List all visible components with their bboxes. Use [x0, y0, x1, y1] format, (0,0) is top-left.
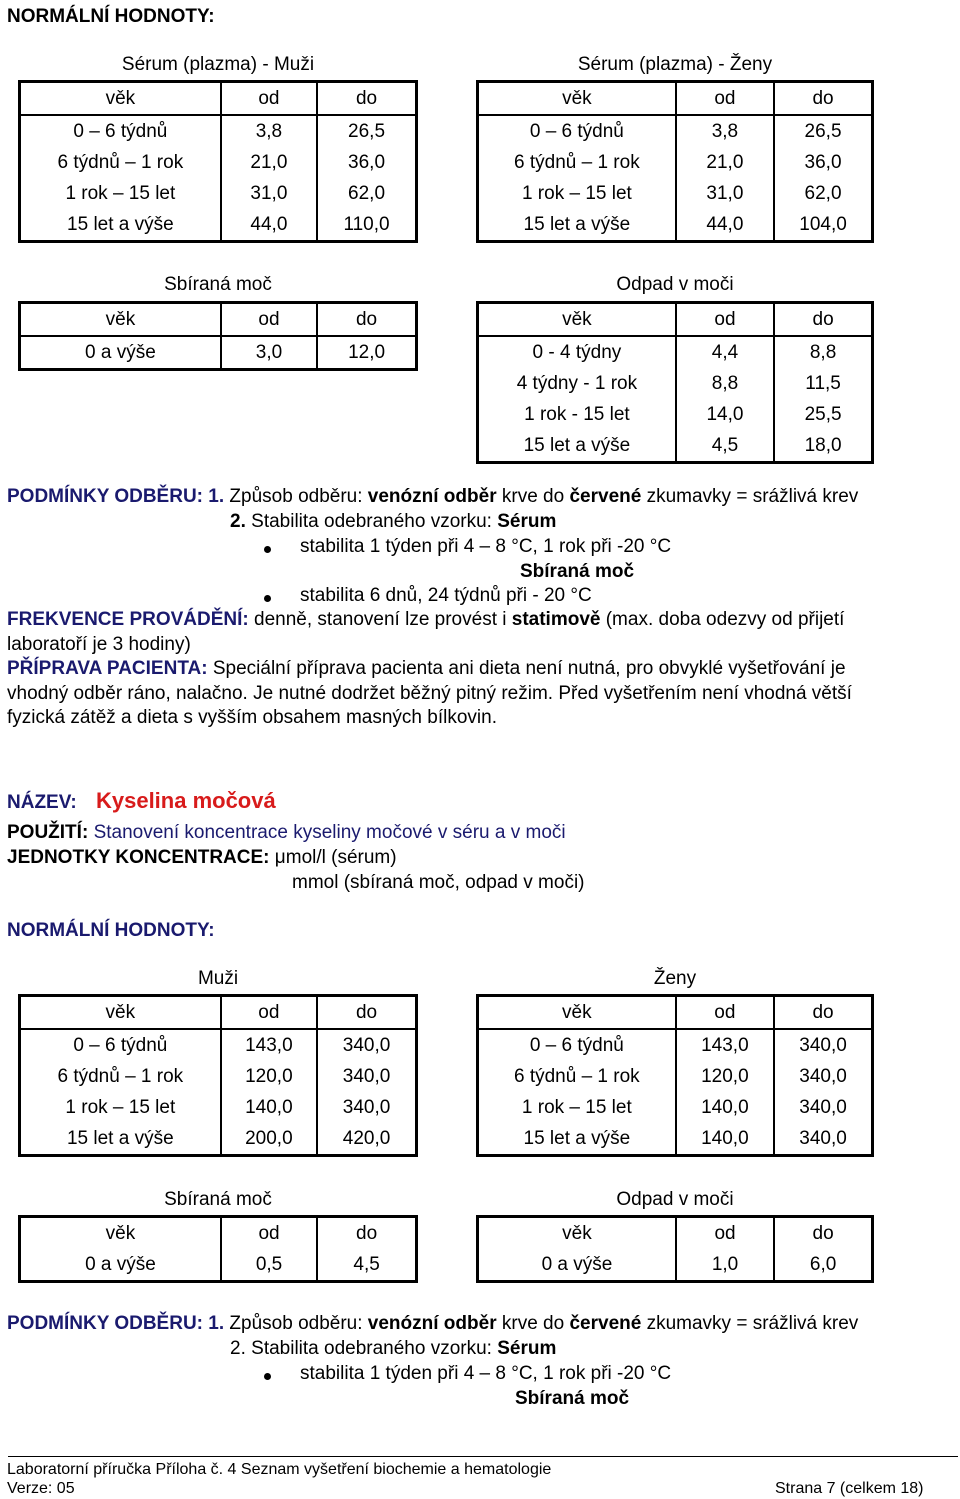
from-cell: od: [676, 1217, 774, 1250]
waste-caption-2: Odpad v moči: [616, 1189, 734, 1210]
from-cell: 3,0: [221, 336, 317, 370]
to-cell: 26,5: [804, 120, 842, 142]
age-cell: věk: [478, 303, 676, 337]
to-cell: do: [812, 1222, 834, 1244]
urine-table: [18, 301, 418, 371]
table-row: [478, 209, 873, 242]
from-cell: 140,0: [221, 1092, 317, 1123]
table-row: [20, 147, 417, 178]
conditions-line-1b: PODMÍNKY ODBĚRU: 1. Způsob odběru: venózní odběr krve do červené zkumavky = srážlivá krev: [7, 1313, 859, 1334]
table-row: [20, 1249, 417, 1282]
preparation-line-3: fyzická zátěž a dieta s vyšším obsahem masných bílkovin.: [7, 707, 497, 728]
table-header-row: [478, 1217, 873, 1250]
stability-urine-heading: Sbíraná moč: [520, 561, 635, 582]
bullet-icon: [264, 546, 271, 553]
urine-caption: Sbíraná moč: [164, 274, 272, 295]
table-row: [20, 1029, 417, 1061]
table-row: [478, 1123, 873, 1156]
serum-men-table: [18, 80, 418, 243]
waste-table-2: [476, 1215, 874, 1283]
waste-caption: Odpad v moči: [616, 274, 734, 295]
age-cell: 1 rok – 15 let: [20, 1092, 221, 1123]
from-cell: 21,0: [221, 147, 317, 178]
age-cell: 0 a výše: [20, 336, 221, 370]
men-table: [18, 994, 418, 1157]
age-cell: 15 let a výše: [20, 1123, 221, 1156]
to-cell: 12,0: [348, 341, 386, 363]
bullet-icon: [264, 1373, 271, 1380]
to-cell: 62,0: [348, 182, 386, 204]
units-line: JEDNOTKY KONCENTRACE: μmol/l (sérum): [7, 847, 397, 868]
from-cell: 140,0: [676, 1092, 774, 1123]
bullet-icon: [264, 595, 271, 602]
table-row: [478, 336, 873, 368]
preparation-label: PŘÍPRAVA PACIENTA:: [7, 658, 208, 679]
women-caption: Ženy: [653, 968, 697, 989]
to-cell: 340,0: [342, 1034, 391, 1056]
age-cell: 0 - 4 týdny: [478, 336, 676, 368]
age-cell: 1 rok – 15 let: [478, 178, 676, 209]
table-row: [20, 1123, 417, 1156]
age-cell: věk: [20, 303, 221, 337]
age-cell: 6 týdnů – 1 rok: [20, 1061, 221, 1092]
age-cell: 15 let a výše: [478, 430, 676, 463]
to-cell: 11,5: [805, 372, 841, 394]
to-cell: 340,0: [799, 1065, 847, 1087]
from-cell: 143,0: [676, 1029, 774, 1061]
from-cell: 0,5: [221, 1249, 317, 1282]
footer-version: Verze: 05: [7, 1480, 75, 1497]
to-cell: 6,0: [809, 1253, 837, 1275]
use-line: POUŽITÍ: Stanovení koncentrace kyseliny močové v séru a v moči: [7, 822, 566, 843]
to-cell: 36,0: [348, 151, 386, 173]
from-cell: 14,0: [676, 399, 774, 430]
to-cell: do: [774, 82, 872, 116]
age-cell: 6 týdnů – 1 rok: [20, 147, 221, 178]
waste-table: [476, 301, 874, 464]
to-cell: 340,0: [799, 1096, 847, 1118]
stability-urine: stabilita 6 dnů, 24 týdnů při - 20 °C: [300, 585, 592, 606]
table-header-row: [20, 303, 417, 337]
footer-page: Strana 7 (celkem 18): [775, 1480, 924, 1497]
age-cell: 0 – 6 týdnů: [478, 115, 676, 147]
table-row: [478, 1061, 873, 1092]
table-row: [20, 209, 417, 242]
age-cell: věk: [478, 82, 676, 116]
from-cell: 31,0: [676, 178, 774, 209]
to-cell: do: [356, 1222, 378, 1244]
table-row: [20, 336, 417, 370]
units-label: JEDNOTKY KONCENTRACE:: [7, 847, 270, 868]
to-cell: 340,0: [799, 1127, 847, 1149]
age-cell: věk: [20, 82, 221, 116]
frequency-label: FREKVENCE PROVÁDĚNÍ:: [7, 609, 249, 630]
age-cell: 1 rok – 15 let: [478, 1092, 676, 1123]
age-cell: 15 let a výše: [478, 209, 676, 242]
to-cell: 110,0: [343, 213, 390, 235]
preparation-line-2: vhodný odběr ráno, nalačno. Je nutné dodržet běžný pitný režim. Před vyšetřením není vhodná větší: [7, 683, 852, 704]
table-header-row: [478, 303, 873, 337]
from-cell: 8,8: [676, 368, 774, 399]
name-label: NÁZEV:: [7, 792, 77, 813]
to-cell: 420,0: [342, 1127, 391, 1149]
table-row: [478, 1029, 873, 1061]
normal-values-heading-2: NORMÁLNÍ HODNOTY:: [7, 920, 215, 941]
age-cell: věk: [478, 1217, 676, 1250]
age-cell: 0 a výše: [20, 1249, 221, 1282]
from-cell: od: [676, 303, 774, 337]
conditions-line-2b: 2. Stabilita odebraného vzorku: Sérum: [230, 1338, 557, 1359]
from-cell: 4,5: [676, 430, 774, 463]
table-row: [20, 115, 417, 147]
to-cell: 340,0: [799, 1034, 847, 1056]
from-cell: 140,0: [676, 1123, 774, 1156]
from-cell: 120,0: [221, 1061, 317, 1092]
conditions-label: PODMÍNKY ODBĚRU:: [7, 486, 203, 507]
to-cell: do: [774, 996, 872, 1030]
age-cell: 0 – 6 týdnů: [478, 1029, 676, 1061]
from-cell: 3,8: [221, 115, 317, 147]
conditions-label-2: PODMÍNKY ODBĚRU:: [7, 1313, 203, 1334]
urine-table-2: [18, 1215, 418, 1283]
conditions-line-1: PODMÍNKY ODBĚRU: 1. Způsob odběru: venózní odběr krve do červené zkumavky = srážlivá krev: [7, 486, 859, 507]
preparation-line: PŘÍPRAVA PACIENTA: Speciální příprava pacienta ani dieta není nutná, pro obvyklé vyšetřování je: [7, 658, 846, 679]
table-row: [20, 1061, 417, 1092]
frequency-line-2: laboratoří je 3 hodiny): [7, 634, 191, 655]
table-row: [478, 178, 873, 209]
age-cell: 4 týdny - 1 rok: [478, 368, 676, 399]
age-cell: 0 – 6 týdnů: [20, 1029, 221, 1061]
from-cell: 44,0: [221, 209, 317, 242]
test-name: [7, 788, 276, 814]
to-cell: do: [317, 82, 416, 116]
footer-divider: [8, 1456, 958, 1457]
table-row: [478, 1092, 873, 1123]
table-row: [478, 399, 873, 430]
to-cell: 104,0: [799, 213, 847, 235]
to-cell: 36,0: [804, 151, 842, 173]
from-cell: od: [676, 996, 774, 1030]
from-cell: od: [221, 996, 317, 1030]
to-cell: do: [317, 996, 416, 1030]
conditions-line-2: 2. Stabilita odebraného vzorku: Sérum: [230, 511, 557, 532]
serum-women-table: [476, 80, 874, 243]
table-row: [478, 115, 873, 147]
age-cell: 15 let a výše: [20, 209, 221, 242]
table-row: [478, 147, 873, 178]
serum-women-caption: Sérum (plazma) - Ženy: [577, 54, 773, 75]
to-cell: 8,8: [809, 341, 837, 363]
from-cell: od: [676, 82, 774, 116]
women-table: [476, 994, 874, 1157]
age-cell: 15 let a výše: [478, 1123, 676, 1156]
to-cell: do: [774, 303, 872, 337]
men-caption: Muži: [197, 968, 239, 989]
urine-caption-2: Sbíraná moč: [164, 1189, 272, 1210]
table-header-row: [20, 1217, 417, 1250]
units-line-2: mmol (sbíraná moč, odpad v moči): [292, 872, 585, 893]
from-cell: 44,0: [676, 209, 774, 242]
to-cell: 62,0: [804, 182, 842, 204]
to-cell: 26,5: [348, 120, 386, 142]
frequency-line: FREKVENCE PROVÁDĚNÍ: denně, stanovení lze provést i statimově (max. doba odezvy od přijetí: [7, 609, 845, 630]
age-cell: věk: [20, 1217, 221, 1250]
age-cell: 6 týdnů – 1 rok: [478, 1061, 676, 1092]
serum-men-caption: Sérum (plazma) - Muži: [121, 54, 315, 75]
stability-serum-2: stabilita 1 týden při 4 – 8 °C, 1 rok při -20 °C: [300, 1363, 672, 1384]
to-cell: 340,0: [342, 1096, 391, 1118]
table-header-row: [20, 996, 417, 1030]
from-cell: 1,0: [676, 1249, 774, 1282]
normal-values-heading: NORMÁLNÍ HODNOTY:: [7, 6, 215, 27]
from-cell: od: [221, 303, 317, 337]
table-row: [20, 178, 417, 209]
to-cell: 4,5: [353, 1253, 380, 1275]
stability-serum: stabilita 1 týden při 4 – 8 °C, 1 rok při -20 °C: [300, 536, 672, 557]
table-row: [478, 368, 873, 399]
footer-title: Laboratorní příručka Příloha č. 4 Seznam vyšetření biochemie a hematologie: [7, 1461, 552, 1478]
age-cell: 1 rok - 15 let: [478, 399, 676, 430]
use-label: POUŽITÍ:: [7, 822, 89, 843]
from-cell: od: [221, 82, 317, 116]
from-cell: 120,0: [676, 1061, 774, 1092]
age-cell: věk: [20, 996, 221, 1030]
table-header-row: [478, 82, 873, 116]
age-cell: 6 týdnů – 1 rok: [478, 147, 676, 178]
table-row: [20, 1092, 417, 1123]
from-cell: 21,0: [676, 147, 774, 178]
stability-urine-heading-2: Sbíraná moč: [515, 1388, 630, 1409]
age-cell: 1 rok – 15 let: [20, 178, 221, 209]
age-cell: 0 a výše: [478, 1249, 676, 1282]
age-cell: věk: [478, 996, 676, 1030]
from-cell: 4,4: [676, 336, 774, 368]
table-header-row: [478, 996, 873, 1030]
from-cell: 31,0: [221, 178, 317, 209]
to-cell: 340,0: [342, 1065, 391, 1087]
table-row: [478, 430, 873, 463]
from-cell: 3,8: [676, 115, 774, 147]
to-cell: 18,0: [804, 434, 842, 456]
table-row: [478, 1249, 873, 1282]
from-cell: od: [221, 1217, 317, 1250]
from-cell: 200,0: [221, 1123, 317, 1156]
to-cell: 25,5: [804, 403, 842, 425]
age-cell: 0 – 6 týdnů: [20, 115, 221, 147]
table-header-row: [20, 82, 417, 116]
to-cell: do: [317, 303, 416, 337]
from-cell: 143,0: [221, 1029, 317, 1061]
test-title: Kyselina močová: [95, 788, 276, 813]
